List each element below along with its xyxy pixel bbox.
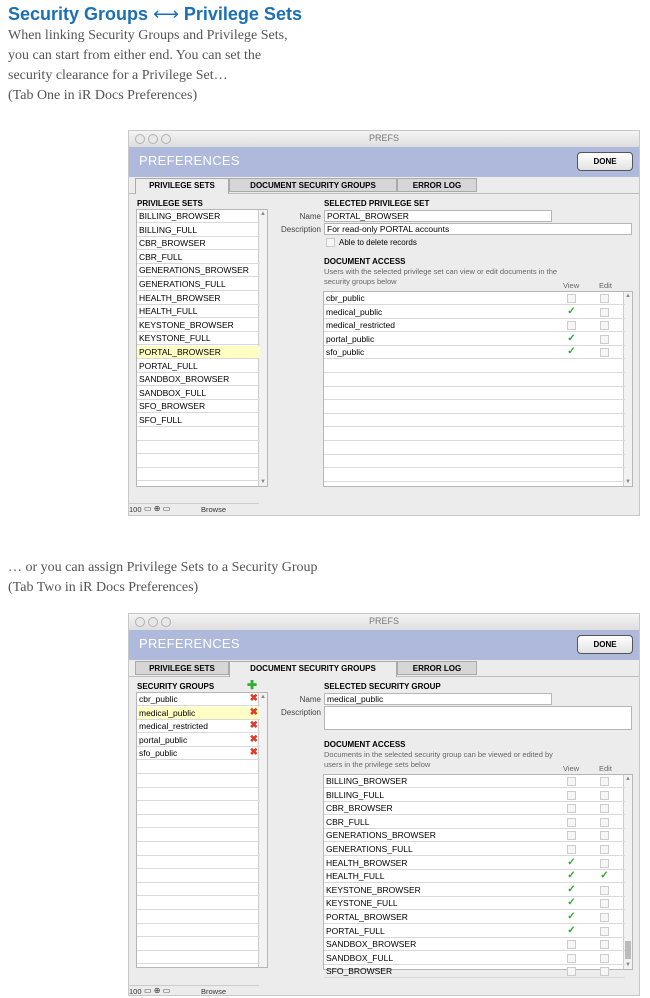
view-checkbox[interactable]: [567, 305, 576, 317]
check-icon: ✓: [567, 924, 576, 936]
privilege-access-row-label: GENERATIONS_BROWSER: [326, 830, 436, 841]
edit-checkbox[interactable]: [600, 831, 609, 840]
privilege-set-row-label: CBR_FULL: [139, 251, 183, 262]
description-label: Description: [280, 225, 321, 234]
privilege-sets-label: PRIVILEGE SETS: [137, 199, 203, 208]
group-access-row-label: portal_public: [326, 333, 375, 344]
empty-row[interactable]: [137, 883, 260, 896]
scroll-thumb[interactable]: [625, 941, 631, 959]
selected-security-group-label: SELECTED SECURITY GROUP: [324, 682, 441, 691]
page-heading: [8, 4, 302, 25]
privilege-access-row[interactable]: [324, 816, 625, 829]
privilege-access-row-label: KEYSTONE_BROWSER: [326, 884, 421, 895]
privilege-access-row-label: SANDBOX_FULL: [326, 952, 394, 963]
privilege-set-row-label: PORTAL_BROWSER: [139, 347, 221, 357]
privilege-set-row-label: HEALTH_BROWSER: [139, 292, 221, 303]
privilege-access-row-label: BILLING_BROWSER: [326, 776, 408, 786]
privilege-access-row[interactable]: [324, 802, 625, 815]
preferences-header: [129, 630, 639, 660]
view-checkbox[interactable]: [567, 940, 576, 949]
view-checkbox[interactable]: [567, 924, 576, 936]
security-group-row-label: medical_restricted: [139, 721, 208, 732]
privilege-access-row-label: SANDBOX_BROWSER: [326, 939, 417, 950]
privilege-set-row[interactable]: [137, 278, 260, 291]
empty-row[interactable]: [324, 455, 625, 468]
access-desc-line: security groups below: [324, 277, 397, 286]
privilege-set-row[interactable]: [137, 400, 260, 413]
heading-part1: Security Groups: [8, 4, 149, 24]
view-checkbox[interactable]: [567, 294, 576, 303]
privilege-set-row[interactable]: [137, 373, 260, 386]
tab-privilege-sets[interactable]: PRIVILEGE SETS: [135, 661, 229, 675]
view-checkbox[interactable]: [567, 883, 576, 895]
view-checkbox[interactable]: [567, 321, 576, 330]
privilege-access-row-label: CBR_FULL: [326, 816, 370, 827]
group-access-row[interactable]: [324, 333, 625, 346]
view-checkbox[interactable]: [567, 777, 576, 786]
empty-row[interactable]: [137, 428, 260, 441]
edit-checkbox[interactable]: [600, 818, 609, 827]
privilege-set-row[interactable]: [137, 414, 260, 427]
view-checkbox[interactable]: [567, 913, 576, 922]
edit-checkbox[interactable]: [600, 294, 609, 303]
title-bar: [129, 131, 639, 148]
privilege-access-row[interactable]: [324, 843, 625, 856]
view-checkbox[interactable]: [567, 954, 576, 963]
document-access-label: DOCUMENT ACCESS: [324, 257, 406, 266]
edit-checkbox[interactable]: [600, 940, 609, 949]
delete-icon[interactable]: ✖: [249, 706, 258, 718]
intro-line: you can start from either end. You can set the: [8, 48, 262, 63]
edit-checkbox[interactable]: [600, 859, 609, 868]
group-access-row[interactable]: [324, 306, 625, 319]
privilege-set-row-label: PORTAL_FULL: [139, 360, 198, 371]
document-access-description: [324, 750, 553, 770]
tab-bar: [129, 660, 639, 677]
empty-row[interactable]: [137, 897, 260, 910]
description-field[interactable]: [324, 706, 632, 730]
tab-privilege-sets[interactable]: PRIVILEGE SETS: [135, 178, 229, 194]
privilege-set-row[interactable]: [137, 224, 260, 237]
empty-row[interactable]: [137, 815, 260, 828]
privilege-set-row-label: BILLING_FULL: [139, 224, 198, 235]
privilege-set-row-label: CBR_BROWSER: [139, 238, 206, 249]
empty-row[interactable]: [137, 924, 260, 937]
view-checkbox[interactable]: [567, 332, 576, 344]
empty-row[interactable]: [137, 775, 260, 788]
name-field[interactable]: PORTAL_BROWSER: [324, 210, 552, 222]
privilege-access-row-label: PORTAL_BROWSER: [326, 912, 408, 922]
security-group-row[interactable]: [137, 747, 260, 760]
edit-column-header: Edit: [599, 764, 612, 773]
empty-row[interactable]: [137, 911, 260, 924]
view-checkbox[interactable]: [567, 818, 576, 827]
view-checkbox[interactable]: [567, 845, 576, 854]
privilege-access-row[interactable]: [324, 925, 625, 938]
preferences-title: PREFERENCES: [139, 153, 240, 168]
edit-checkbox[interactable]: [600, 886, 609, 895]
group-access-row-label: medical_public: [326, 306, 383, 317]
zoom-level[interactable]: 100: [129, 505, 142, 514]
privilege-set-row[interactable]: [137, 210, 260, 223]
check-icon: ✓: [567, 911, 576, 922]
edit-checkbox[interactable]: [600, 899, 609, 908]
edit-checkbox[interactable]: [600, 348, 609, 357]
scroll-down-icon[interactable]: ▼: [625, 479, 631, 485]
edit-checkbox[interactable]: [600, 913, 609, 922]
view-checkbox[interactable]: [567, 348, 576, 357]
edit-checkbox[interactable]: [600, 791, 609, 800]
tab-bar: [129, 177, 639, 194]
edit-checkbox[interactable]: [600, 872, 609, 881]
privilege-set-row-label: GENERATIONS_FULL: [139, 279, 226, 289]
name-label: Name: [299, 212, 321, 221]
middle-line: (Tab Two in iR Docs Preferences): [8, 580, 199, 595]
done-button[interactable]: DONE: [577, 635, 633, 654]
security-groups-list[interactable]: [136, 692, 268, 968]
privilege-set-row[interactable]: [137, 237, 260, 250]
security-group-row[interactable]: [137, 707, 260, 720]
delete-icon[interactable]: ✖: [249, 693, 258, 704]
security-group-row[interactable]: [137, 693, 260, 706]
group-access-row[interactable]: [324, 346, 625, 359]
middle-line: … or you can assign Privilege Sets to a Security Group: [8, 560, 318, 575]
privilege-set-row-label: GENERATIONS_BROWSER: [139, 265, 249, 276]
edit-column-header: Edit: [599, 281, 612, 290]
empty-row[interactable]: [137, 870, 260, 883]
privilege-access-row[interactable]: [324, 897, 625, 910]
privilege-access-row[interactable]: [324, 870, 625, 883]
view-column-header: View: [563, 764, 580, 773]
privilege-access-row[interactable]: [324, 775, 625, 788]
empty-row[interactable]: [137, 455, 260, 468]
description-field[interactable]: For read-only PORTAL accounts: [324, 223, 632, 235]
security-group-row-label: medical_public: [139, 707, 196, 718]
empty-row[interactable]: [324, 428, 625, 441]
privilege-access-row[interactable]: [324, 911, 625, 924]
view-checkbox[interactable]: [567, 872, 576, 881]
scroll-up-icon[interactable]: ▲: [625, 293, 631, 299]
access-desc-line: users in the privilege sets below: [324, 760, 431, 769]
scroll-up-icon[interactable]: ▲: [260, 211, 266, 217]
empty-row[interactable]: [324, 387, 625, 400]
privilege-sets-list[interactable]: [136, 209, 268, 487]
privilege-set-row-label: KEYSTONE_FULL: [139, 333, 211, 344]
privilege-access-row[interactable]: [324, 789, 625, 802]
view-checkbox[interactable]: [567, 856, 576, 868]
delete-icon[interactable]: ✖: [249, 720, 258, 732]
add-group-icon[interactable]: ✚: [247, 678, 258, 692]
view-checkbox[interactable]: [567, 791, 576, 800]
security-group-row-label: sfo_public: [139, 748, 178, 759]
privilege-set-row[interactable]: [137, 360, 260, 373]
empty-row[interactable]: [324, 414, 625, 427]
name-field[interactable]: medical_public: [324, 693, 552, 705]
scroll-down-icon[interactable]: ▼: [260, 479, 266, 485]
security-group-row[interactable]: [137, 720, 260, 733]
privilege-set-row[interactable]: [137, 387, 260, 400]
prefs-window-2: [128, 613, 640, 996]
edit-checkbox[interactable]: [600, 335, 609, 344]
tab-error-log[interactable]: ERROR LOG: [397, 178, 477, 192]
privilege-access-row-label: PORTAL_FULL: [326, 925, 385, 936]
selected-privilege-set-label: SELECTED PRIVILEGE SET: [324, 199, 430, 208]
privilege-access-row[interactable]: [324, 884, 625, 897]
title-bar: [129, 614, 639, 631]
tab-document-security-groups[interactable]: DOCUMENT SECURITY GROUPS: [229, 661, 397, 677]
security-group-row-label: cbr_public: [139, 694, 178, 704]
privilege-set-row-label: KEYSTONE_BROWSER: [139, 319, 234, 330]
edit-checkbox[interactable]: [600, 954, 609, 963]
privilege-set-row-label: SANDBOX_BROWSER: [139, 374, 230, 385]
delete-records-label: Able to delete records: [339, 238, 417, 247]
check-icon: ✓: [567, 856, 576, 868]
access-desc-line: Users with the selected privilege set can view or edit documents in the: [324, 267, 558, 276]
privilege-set-row-label: SANDBOX_FULL: [139, 387, 207, 398]
empty-row[interactable]: [324, 374, 625, 387]
empty-row[interactable]: [137, 802, 260, 815]
middle-paragraph: [8, 558, 318, 598]
privilege-set-row[interactable]: [137, 305, 260, 318]
edit-checkbox[interactable]: [600, 927, 609, 936]
privilege-access-row-label: BILLING_FULL: [326, 789, 385, 800]
delete-icon[interactable]: ✖: [249, 747, 258, 759]
mode-label[interactable]: Browse: [201, 505, 227, 514]
delete-records-checkbox[interactable]: [326, 238, 335, 247]
tab-document-security-groups[interactable]: DOCUMENT SECURITY GROUPS: [229, 178, 397, 192]
empty-row[interactable]: [137, 441, 260, 454]
status-bar: [129, 503, 259, 516]
heading-part2: Privilege Sets: [183, 4, 302, 24]
empty-row[interactable]: [137, 761, 260, 774]
empty-row[interactable]: [137, 829, 260, 842]
done-button[interactable]: DONE: [577, 152, 633, 171]
scroll-up-icon[interactable]: ▲: [625, 776, 631, 782]
security-group-row[interactable]: [137, 734, 260, 747]
privilege-set-row[interactable]: [137, 292, 260, 305]
privilege-set-row-label: HEALTH_FULL: [139, 306, 198, 317]
privilege-access-row-label: CBR_BROWSER: [326, 803, 393, 814]
edit-checkbox[interactable]: [600, 777, 609, 786]
check-icon: ✓: [567, 346, 576, 358]
group-access-row-label: medical_restricted: [326, 320, 395, 331]
intro-line: (Tab One in iR Docs Preferences): [8, 88, 198, 103]
empty-row[interactable]: [137, 938, 260, 951]
privilege-set-row-label: SFO_BROWSER: [139, 401, 206, 412]
check-icon: ✓: [567, 332, 576, 344]
check-icon: ✓: [600, 870, 609, 882]
check-icon: ✓: [567, 305, 576, 317]
empty-row[interactable]: [324, 360, 625, 373]
access-desc-line: Documents in the selected security group can be viewed or edited by: [324, 750, 553, 759]
view-checkbox[interactable]: [567, 967, 576, 976]
zoom-level[interactable]: 100: [129, 987, 142, 996]
mode-label[interactable]: Browse: [201, 987, 227, 996]
group-access-row-label: sfo_public: [326, 347, 365, 358]
name-label: Name: [299, 695, 321, 704]
empty-row[interactable]: [324, 469, 625, 482]
privilege-set-row-label: SFO_FULL: [139, 415, 182, 425]
document-access-grid[interactable]: [323, 291, 633, 487]
empty-row[interactable]: [137, 843, 260, 856]
check-icon: ✓: [567, 897, 576, 909]
group-access-row-label: cbr_public: [326, 293, 365, 303]
status-bar: [129, 985, 259, 998]
empty-row[interactable]: [137, 468, 260, 481]
check-icon: ✓: [567, 870, 576, 882]
privilege-access-row-label: HEALTH_FULL: [326, 871, 385, 882]
zoom-controls-icon[interactable]: ▭ ⊕ ▭: [144, 504, 171, 513]
edit-checkbox[interactable]: [600, 845, 609, 854]
heading-arrow: ⟷: [153, 4, 179, 24]
view-column-header: View: [563, 281, 580, 290]
security-groups-label: SECURITY GROUPS: [137, 682, 215, 691]
edit-checkbox[interactable]: [600, 321, 609, 330]
privilege-set-row[interactable]: [137, 319, 260, 332]
intro-line: When linking Security Groups and Privilege Sets,: [8, 28, 288, 43]
preferences-title: PREFERENCES: [139, 636, 240, 651]
empty-row[interactable]: [324, 401, 625, 414]
preferences-header: [129, 147, 639, 177]
check-icon: ✓: [567, 883, 576, 895]
empty-row[interactable]: [137, 951, 260, 964]
delete-icon[interactable]: ✖: [249, 733, 258, 745]
group-access-row[interactable]: [324, 292, 625, 305]
view-checkbox[interactable]: [567, 804, 576, 813]
edit-checkbox[interactable]: [600, 308, 609, 317]
intro-paragraph: [8, 26, 288, 106]
privilege-access-row[interactable]: [324, 857, 625, 870]
privilege-access-row-label: HEALTH_BROWSER: [326, 857, 408, 868]
edit-checkbox[interactable]: [600, 804, 609, 813]
view-checkbox[interactable]: [567, 899, 576, 908]
empty-row[interactable]: [137, 788, 260, 801]
document-access-grid[interactable]: [323, 774, 633, 977]
document-access-description: [324, 267, 557, 287]
privilege-access-row[interactable]: [324, 952, 625, 965]
scroll-up-icon[interactable]: ▲: [260, 694, 266, 700]
empty-row[interactable]: [324, 442, 625, 455]
group-access-row[interactable]: [324, 319, 625, 332]
description-label: Description: [280, 708, 321, 717]
window-title: PREFS: [368, 616, 399, 626]
privilege-set-row[interactable]: [137, 251, 260, 264]
scroll-down-icon[interactable]: ▼: [625, 962, 631, 968]
intro-line: security clearance for a Privilege Set…: [8, 68, 228, 83]
privilege-access-row[interactable]: [324, 938, 625, 951]
prefs-window-1: [128, 130, 640, 516]
security-group-row-label: portal_public: [139, 734, 188, 745]
privilege-set-row-label: BILLING_BROWSER: [139, 211, 221, 221]
window-title: PREFS: [368, 133, 399, 143]
document-access-label: DOCUMENT ACCESS: [324, 740, 406, 749]
tab-error-log[interactable]: ERROR LOG: [397, 661, 477, 675]
privilege-set-row[interactable]: [137, 332, 260, 345]
privilege-access-row-label: KEYSTONE_FULL: [326, 898, 398, 909]
empty-row[interactable]: [137, 856, 260, 869]
privilege-access-row[interactable]: [324, 829, 625, 842]
privilege-access-row[interactable]: [324, 965, 625, 978]
privilege-set-row[interactable]: [137, 346, 260, 359]
privilege-access-row-label: SFO_BROWSER: [326, 966, 393, 977]
privilege-set-row[interactable]: [137, 264, 260, 277]
view-checkbox[interactable]: [567, 831, 576, 840]
edit-checkbox[interactable]: [600, 967, 609, 976]
zoom-controls-icon[interactable]: ▭ ⊕ ▭: [144, 986, 171, 995]
privilege-access-row-label: GENERATIONS_FULL: [326, 844, 413, 854]
